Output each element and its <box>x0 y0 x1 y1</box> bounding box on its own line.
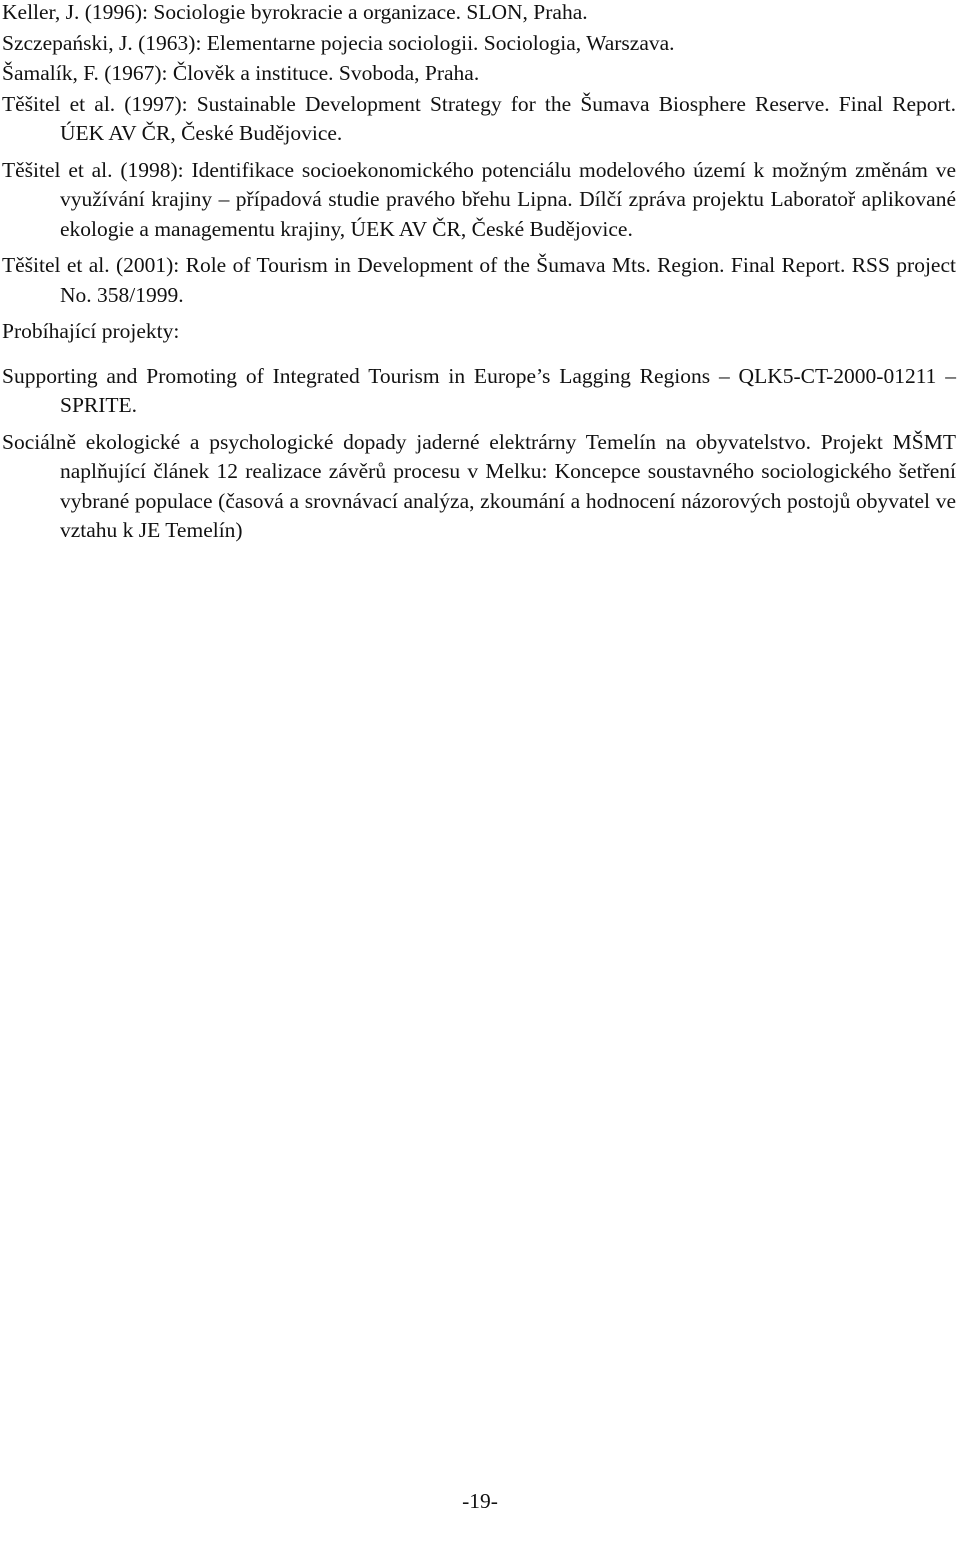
bibliography-entry: Těšitel et al. (1997): Sustainable Development Strategy for the Šumava Biosphere Reserve. Final Report. ÚEK AV ČR, České Budějovice. <box>2 91 956 145</box>
project-entry: Sociálně ekologické a psychologické dopady jaderné elektrárny Temelín na obyvatelstvo. Projekt MŠMT naplňující článek 12 realizace závěrů procesu v Melku: Koncepce soustavného sociologického šetření vybrané populace (časová a srovnávací analýza, zkoumání a hodnocení názorových postojů obyvatel ve vztahu k JE Temelín) <box>2 429 956 542</box>
bibliography-entry: Szczepański, J. (1963): Elementarne pojecia sociologii. Sociologia, Warszava. <box>2 30 675 55</box>
projects-heading: Probíhající projekty: <box>2 319 180 343</box>
project-entry: Supporting and Promoting of Integrated Tourism in Europe’s Lagging Regions – QLK5-CT-2000-01211 – SPRITE. <box>2 363 956 417</box>
bibliography-entry: Těšitel et al. (1998): Identifikace socioekonomického potenciálu modelového území k možným změnám ve využívání krajiny – případová studie pravého břehu Lipna. Dílčí zpráva projektu Laboratoř aplikované ekologie a managementu krajiny, ÚEK AV ČR, České Budějovice. <box>2 157 956 241</box>
bibliography-entry: Těšitel et al. (2001): Role of Tourism in Development of the Šumava Mts. Region. Final Report. RSS project No. 358/1999. <box>2 253 956 307</box>
bibliography-entry: Šamalík, F. (1967): Člověk a instituce. Svoboda, Praha. <box>2 61 480 85</box>
bibliography-entry: Keller, J. (1996): Sociologie byrokracie a organizace. SLON, Praha. <box>2 0 588 24</box>
page-number: -19- <box>462 1489 498 1513</box>
page-content <box>2 0 956 547</box>
